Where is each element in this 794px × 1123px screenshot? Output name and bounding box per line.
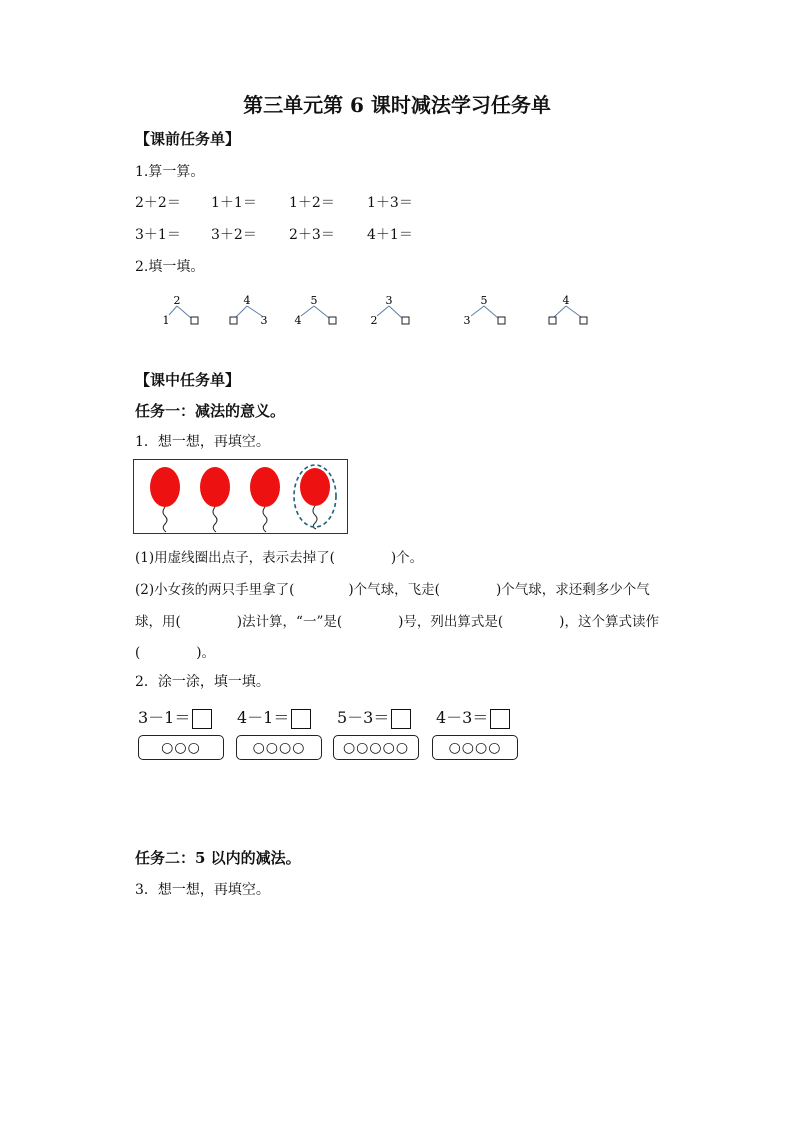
text: )个气球，求还剩多少个气 bbox=[495, 582, 650, 598]
circles: ○○○○ bbox=[448, 739, 502, 756]
answer-box bbox=[498, 317, 505, 324]
equation-text: 4－3＝ bbox=[436, 708, 489, 727]
tree-3 bbox=[295, 294, 337, 327]
calc-item: 2＋2＝ bbox=[135, 195, 181, 211]
balloons-svg bbox=[134, 460, 347, 533]
tree-left-number: 2 bbox=[370, 314, 378, 327]
in-class-heading: 【课中任务单】 bbox=[135, 371, 241, 389]
circles-group-4[interactable] bbox=[432, 735, 518, 760]
answer-box bbox=[191, 317, 198, 324]
tree-top-number: 5 bbox=[310, 294, 318, 307]
task2-question-3: 3．想一想，再填空。 bbox=[135, 882, 270, 898]
sub-question-1 bbox=[135, 546, 423, 566]
answer-box bbox=[329, 317, 336, 324]
pre-class-heading: 【课前任务单】 bbox=[135, 130, 241, 148]
text: 球，用( bbox=[135, 614, 181, 630]
question-1-label: 1.算一算。 bbox=[135, 164, 205, 180]
balloon bbox=[250, 467, 280, 532]
answer-box[interactable] bbox=[192, 709, 212, 729]
circles-group-2[interactable] bbox=[236, 735, 322, 760]
task-2-heading: 任务二：5 以内的减法。 bbox=[135, 849, 301, 867]
tree-top-number: 4 bbox=[243, 294, 251, 307]
task1-question-1: 1．想一想，再填空。 bbox=[135, 434, 270, 450]
text: )。 bbox=[196, 645, 216, 661]
tree-left-number: 4 bbox=[294, 314, 302, 327]
tree-top-number: 2 bbox=[173, 294, 181, 307]
paint-item-3-equation bbox=[337, 705, 411, 729]
calc-item: 4＋1＝ bbox=[367, 227, 413, 243]
paint-item-4-equation bbox=[436, 705, 510, 729]
text: )法计算，“一”是( bbox=[236, 614, 343, 630]
tree-5 bbox=[464, 294, 506, 327]
question-2-label: 2.填一填。 bbox=[135, 259, 205, 275]
page-title: 第三单元第 6 课时减法学习任务单 bbox=[243, 93, 551, 117]
circles-group-3[interactable] bbox=[333, 735, 419, 760]
circles: ○○○○ bbox=[252, 739, 306, 756]
balloon bbox=[150, 467, 180, 532]
tree-6 bbox=[549, 294, 587, 324]
circles: ○○○ bbox=[161, 739, 201, 756]
text: )个。 bbox=[390, 550, 424, 566]
paint-item-1-equation bbox=[138, 705, 212, 729]
calc-item: 2＋3＝ bbox=[289, 227, 335, 243]
equation-text: 5－3＝ bbox=[337, 708, 390, 727]
tree-1 bbox=[163, 294, 199, 327]
calc-item: 3＋1＝ bbox=[135, 227, 181, 243]
text: )，这个算式读作 bbox=[559, 614, 659, 630]
tree-4 bbox=[371, 294, 410, 327]
tree-left-number: 1 bbox=[162, 314, 170, 327]
balloon bbox=[200, 467, 230, 532]
balloon bbox=[300, 468, 330, 529]
answer-box[interactable] bbox=[291, 709, 311, 729]
tree-2 bbox=[230, 294, 268, 327]
task1-question-2: 2．涂一涂，填一填。 bbox=[135, 674, 270, 690]
answer-box[interactable] bbox=[391, 709, 411, 729]
equation-text: 3－1＝ bbox=[138, 708, 191, 727]
text: )个气球，飞走( bbox=[348, 582, 440, 598]
tree-top-number: 4 bbox=[562, 294, 570, 307]
sub-question-2-line-1 bbox=[135, 578, 650, 598]
tree-top-number: 3 bbox=[385, 294, 393, 307]
answer-box bbox=[230, 317, 237, 324]
text: (1)用虚线圈出点子，表示去掉了( bbox=[135, 550, 335, 566]
calc-item: 1＋1＝ bbox=[211, 195, 257, 211]
answer-box bbox=[402, 317, 409, 324]
sub-question-2-line-2 bbox=[135, 610, 659, 630]
task-1-heading: 任务一：减法的意义。 bbox=[135, 402, 286, 420]
paint-item-2-equation bbox=[237, 705, 311, 729]
tree-top-number: 5 bbox=[480, 294, 488, 307]
calc-item: 3＋2＝ bbox=[211, 227, 257, 243]
equation-text: 4－1＝ bbox=[237, 708, 290, 727]
text: )号，列出算式是( bbox=[398, 614, 504, 630]
answer-box bbox=[549, 317, 556, 324]
circles: ○○○○○ bbox=[342, 739, 410, 756]
calc-item: 1＋2＝ bbox=[289, 195, 335, 211]
text: ( bbox=[135, 645, 141, 661]
tree-right-number: 3 bbox=[260, 314, 268, 327]
text: (2)小女孩的两只手里拿了( bbox=[135, 582, 295, 598]
calc-item: 1＋3＝ bbox=[367, 195, 413, 211]
circles-group-1[interactable] bbox=[138, 735, 224, 760]
balloons-picture bbox=[133, 459, 348, 534]
sub-question-2-line-3 bbox=[135, 641, 215, 661]
answer-box[interactable] bbox=[490, 709, 510, 729]
tree-left-number: 3 bbox=[463, 314, 471, 327]
answer-box bbox=[580, 317, 587, 324]
decomposition-trees bbox=[0, 290, 794, 335]
